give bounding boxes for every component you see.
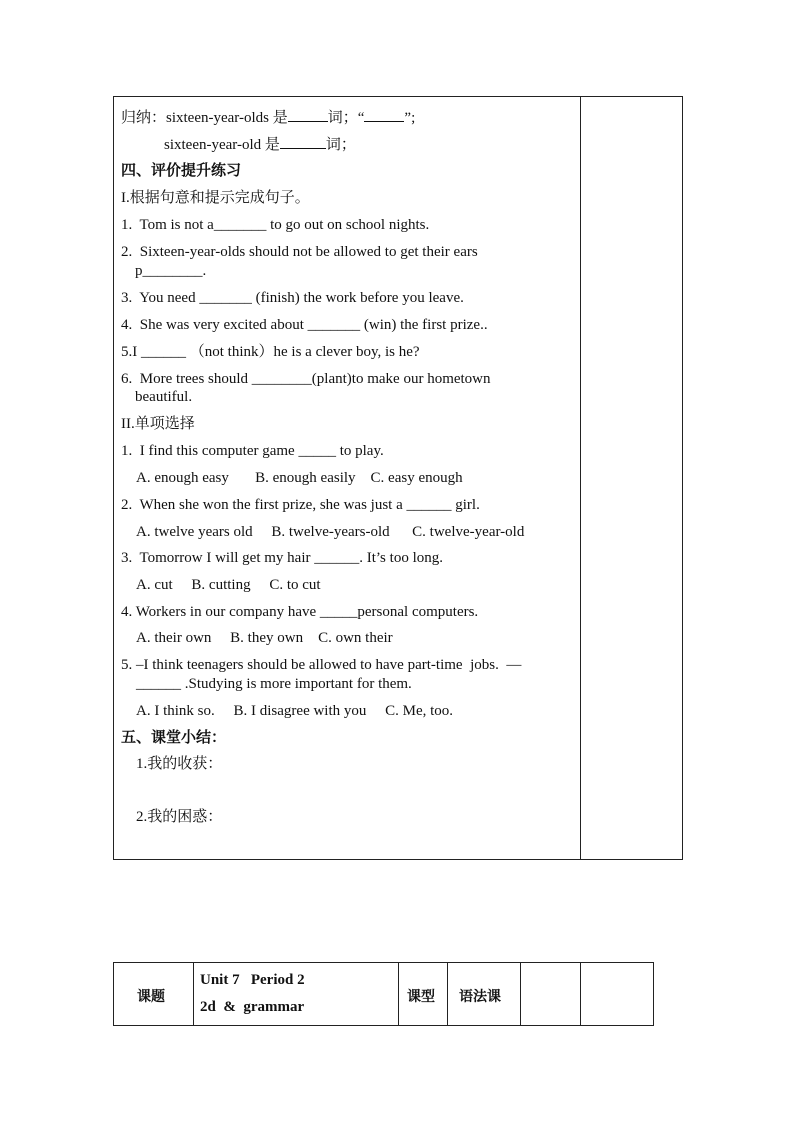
column-divider [193, 963, 194, 1025]
column-divider [398, 963, 399, 1025]
blank [280, 135, 326, 149]
blank [288, 108, 328, 122]
table-divider [580, 97, 581, 859]
lesson-info-table [113, 962, 654, 1026]
question: 4. Workers in our company have _____personal computers. [121, 604, 479, 620]
summary-text: ”; [404, 110, 416, 126]
summary-text: sixteen-year-old 是 [164, 137, 280, 153]
exercise-item: 6. More trees should ________(plant)to make our hometown [121, 371, 491, 387]
topic-line-2: 2d & grammar [200, 999, 305, 1015]
question: 5. –I think teenagers should be allowed to have part-time jobs. — [121, 657, 522, 673]
topic-line-1: Unit 7 Period 2 [200, 972, 305, 988]
type-label: 课型 [407, 989, 435, 1005]
question: ______ .Studying is more important for them. [136, 676, 412, 692]
blank [364, 108, 404, 122]
exercise-item: 5.I ______ （not think）he is a clever boy, is he? [121, 344, 420, 360]
section4-heading: 四、评价提升练习 [121, 163, 242, 179]
exercise-item: 2. Sixteen-year-olds should not be allowed to get their ears [121, 244, 478, 260]
answer-options: A. cut B. cutting C. to cut [136, 577, 321, 593]
column-divider [447, 963, 448, 1025]
answer-options: A. twelve years old B. twelve-years-old C. twelve-year-old [136, 524, 525, 540]
exercise-item: 3. You need _______ (finish) the work before you leave. [121, 290, 464, 306]
question: 3. Tomorrow I will get my hair ______. It’s too long. [121, 550, 443, 566]
summary-line-1 [121, 108, 415, 127]
lesson-table [113, 96, 683, 860]
type-value: 语法课 [459, 989, 501, 1005]
answer-options: A. enough easy B. enough easily C. easy enough [136, 470, 463, 486]
exercise-item: 4. She was very excited about _______ (win) the first prize.. [121, 317, 488, 333]
summary-text: 词；“ [327, 110, 365, 126]
answer-options: A. their own B. they own C. own their [136, 630, 393, 646]
column-divider [520, 963, 521, 1025]
part2-heading: II.单项选择 [121, 416, 195, 432]
summary-line-2 [164, 135, 356, 154]
part1-heading: I.根据句意和提示完成句子。 [121, 190, 310, 206]
question: 2. When she won the first prize, she was just a ______ girl. [121, 497, 480, 513]
column-divider [580, 963, 581, 1025]
exercise-item: 1. Tom is not a_______ to go out on school nights. [121, 217, 430, 233]
answer-options: A. I think so. B. I disagree with you C. Me, too. [136, 703, 454, 719]
summary-text: 词； [325, 137, 356, 153]
confusion-label: 2.我的困惑： [136, 809, 223, 825]
exercise-item: p________. [135, 263, 207, 279]
gain-label: 1.我的收获： [136, 756, 223, 772]
summary-text: 归纳：sixteen-year-olds 是 [121, 110, 288, 126]
exercise-item: beautiful. [135, 389, 193, 405]
topic-label: 课题 [137, 989, 165, 1005]
question: 1. I find this computer game _____ to play. [121, 443, 384, 459]
section5-heading: 五、课堂小结： [121, 730, 227, 746]
